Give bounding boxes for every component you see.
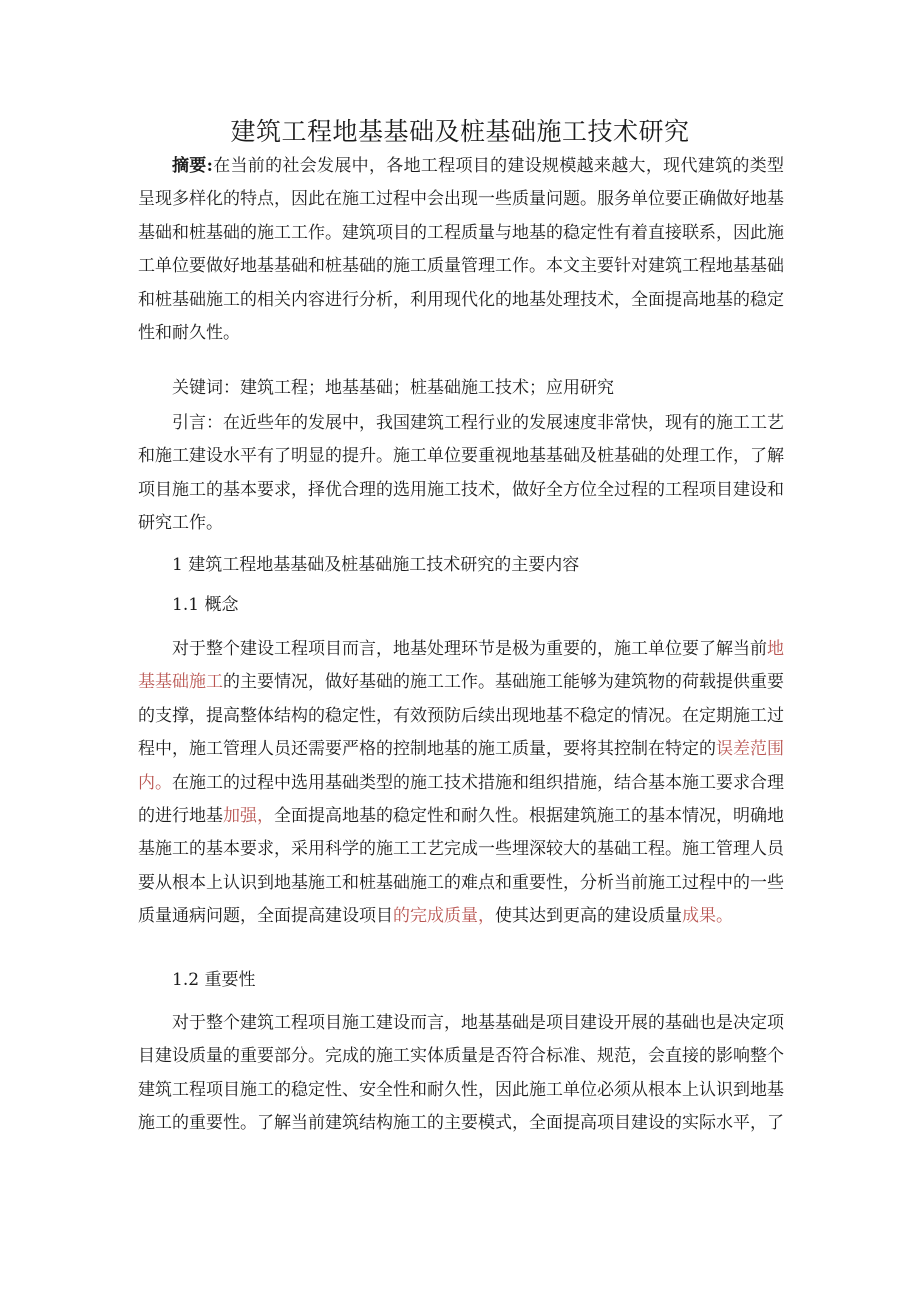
highlighted-term: 加强， bbox=[223, 806, 274, 827]
paper-title: 建筑工程地基基础及桩基础施工技术研究 bbox=[230, 117, 690, 146]
text-run: 使其达到更高的建设质量 bbox=[495, 906, 682, 927]
section-1-1-paragraph bbox=[138, 633, 784, 934]
text-run: 全面提高地基的稳定性和耐久性。根据建筑施工的基本情况，明确地基施工的基本要求，采用科学的施工工艺完成一些埋深较大的基础工程。施工管理人员要从根本上认识到地基施工和桩基础施工的难点和重要性，分析当前施工过程中的一些质量通病问题，全面提高建设项目 bbox=[138, 806, 784, 927]
abstract-label: 摘要: bbox=[172, 156, 213, 176]
highlighted-term: 的完成质量， bbox=[393, 906, 495, 927]
highlighted-term: 地基基础施工 bbox=[138, 639, 784, 693]
section-1-1-heading: 1.1 概念 bbox=[172, 595, 239, 615]
section-1-2-heading: 1.2 重要性 bbox=[172, 970, 256, 990]
text-run: 在施工的过程中选用基础类型的施工技术措施和组织措施，结合基本施工要求合理的进行地基 bbox=[138, 772, 784, 827]
keywords-paragraph: 关键词：建筑工程；地基基础；桩基础施工技术；应用研究 bbox=[172, 378, 614, 398]
section-1-heading: 1 建筑工程地基基础及桩基础施工技术研究的主要内容 bbox=[172, 555, 580, 575]
highlighted-term: 成果。 bbox=[682, 906, 733, 927]
section-1-2-paragraph: 对于整个建筑工程项目施工建设而言，地基基础是项目建设开展的基础也是决定项目建设质量的重要部分。完成的施工实体质量是否符合标准、规范，会直接的影响整个建筑工程项目施工的稳定性、安全性和耐久性，因此施工单位必须从根本上认识到地基施工的重要性。了解当前建筑结构施工的主要模式，全面提高项目建设的实际水平，了 bbox=[138, 1013, 784, 1134]
abstract-text: 在当前的社会发展中，各地工程项目的建设规模越来越大，现代建筑的类型呈现多样化的特点，因此在施工过程中会出现一些质量问题。服务单位要正确做好地基基础和桩基础的施工工作。建筑项目的工程质量与地基的稳定性有着直接联系，因此施工单位要做好地基基础和桩基础的施工质量管理工作。本文主要针对建筑工程地基基础和桩基础施工的相关内容进行分析，利用现代化的地基处理技术，全面提高地基的稳定性和耐久性。 bbox=[138, 156, 784, 344]
text-run: 对于整个建设工程项目而言，地基处理环节是极为重要的，施工单位要了解当前 bbox=[172, 639, 767, 659]
abstract-paragraph bbox=[138, 150, 784, 350]
text-run: 的主要情况，做好基础的施工工作。基础施工能够为建筑物的荷载提供重要的支撑，提高整体结构的稳定性，有效预防后续出现地基不稳定的情况。在定期施工过程中，施工管理人员还需要严格的控制地基的施工质量，要将其控制在特定的 bbox=[138, 672, 784, 760]
introduction-paragraph: 引言：在近些年的发展中，我国建筑工程行业的发展速度非常快，现有的施工工艺和施工建设水平有了明显的提升。施工单位要重视地基基础及桩基础的处理工作，了解项目施工的基本要求，择优合理的选用施工技术，做好全方位全过程的工程项目建设和研究工作。 bbox=[138, 413, 784, 534]
highlighted-term: 误差范围内。 bbox=[138, 739, 784, 793]
